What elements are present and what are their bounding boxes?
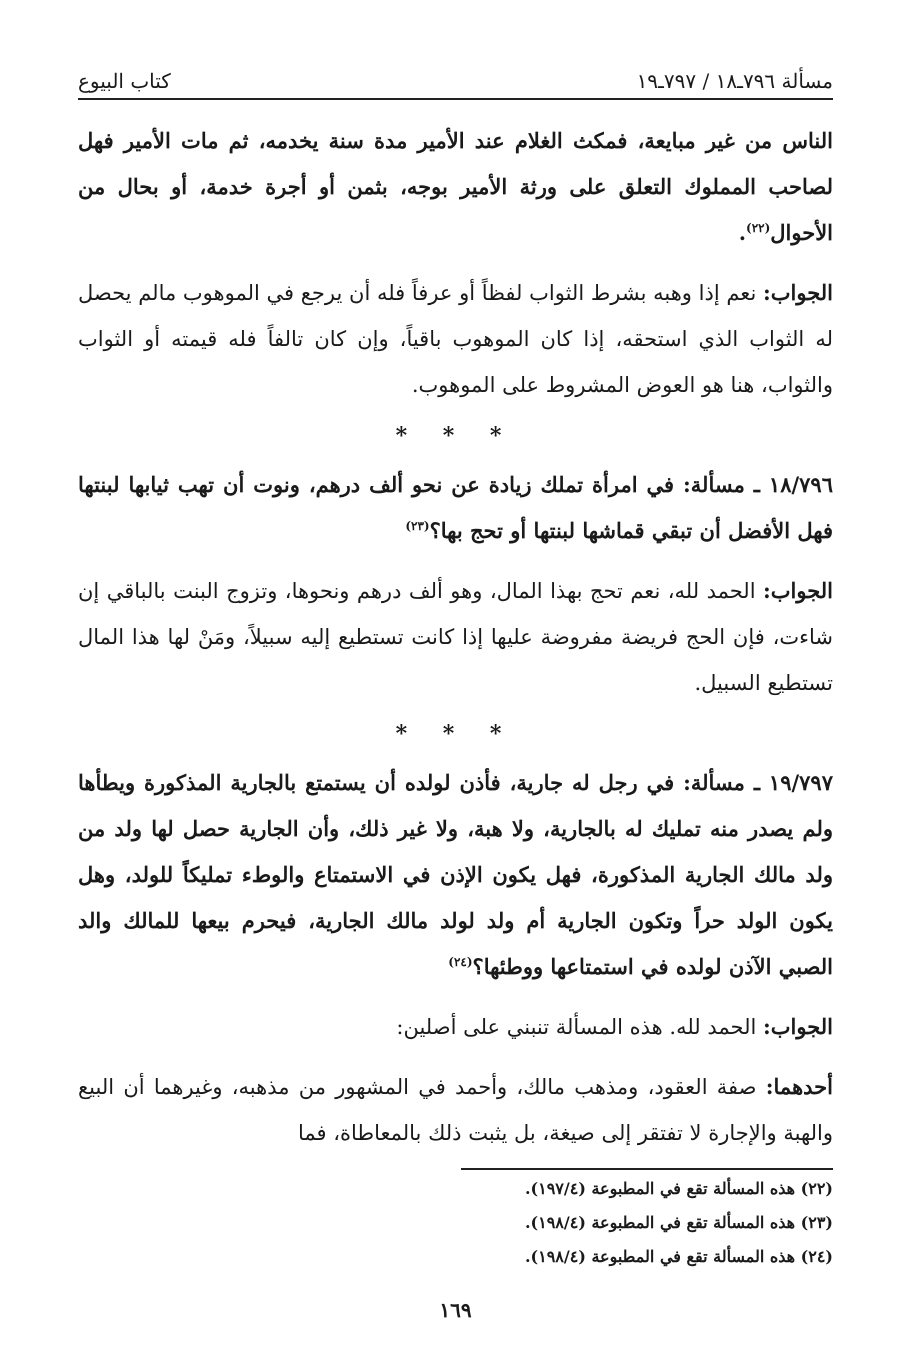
question-797 — [78, 760, 833, 990]
question-end-punct: . — [738, 220, 746, 245]
spacer — [78, 554, 833, 568]
footnote-23: (٢٣) هذه المسألة تقع في المطبوعة (١٩٨/٤). — [524, 1213, 833, 1232]
footnote-ref-24: (٢٤) — [448, 955, 473, 969]
footnote-22: (٢٢) هذه المسألة تقع في المطبوعة (١٩٧/٤). — [524, 1179, 833, 1198]
question-text: في امرأة تملك زيادة عن نحو ألف درهم، ونوت أن تهب ثيابها لبنتها فهل الأفضل أن تبقي قماشها لبنتها أو تحج بها؟ — [78, 472, 833, 543]
answer-label: الجواب: — [763, 280, 833, 305]
page-body — [78, 118, 833, 1156]
footnote-ref-23: (٢٣) — [405, 519, 430, 533]
question-number: ١٩/٧٩٧ — [768, 770, 833, 795]
question-label: ـ مسألة: — [683, 472, 760, 497]
page-number: ١٦٩ — [439, 1298, 472, 1322]
answer-text: نعم إذا وهبه بشرط الثواب لفظاً أو عرفاً فله أن يرجع في الموهوب مالم يحصل له الثواب الذي استحقه، إذا كان الموهوب باقياً، وإن كان تالفاً فله قيمته أو الثواب والثواب، هنا هو العوض المشروط على الموهوب. — [78, 281, 833, 397]
book-page — [78, 0, 833, 1365]
header-section-title: مسألة ٧٩٦ـ١٨ / ٧٩٧ـ١٩ — [636, 69, 833, 93]
principle-text: صفة العقود، ومذهب مالك، وأحمد في المشهور من مذهبه، وغيرهما أن البيع والهبة والإجارة لا تفتقر إلى صيغة، بل يثبت ذلك بالمعاطاة، فما — [78, 1075, 833, 1145]
answer-text: الحمد لله، نعم تحج بهذا المال، وهو ألف درهم ونحوها، وتزوج البنت بالباقي إن شاءت، فإن الحج فريضة مفروضة عليها إذا كانت تستطيع إليه سبيلاً، ومَنْ لها هذا المال تستطيع السبيل. — [78, 579, 833, 695]
spacer — [78, 256, 833, 270]
footnote-separator — [461, 1168, 833, 1170]
running-header — [78, 60, 833, 100]
answer-paragraph-797 — [78, 1004, 833, 1050]
answer-label: الجواب: — [763, 1014, 833, 1039]
footnote-24: (٢٤) هذه المسألة تقع في المطبوعة (١٩٨/٤). — [524, 1247, 833, 1266]
answer-label: الجواب: — [763, 578, 834, 603]
question-label: ـ مسألة: — [683, 770, 760, 795]
section-divider-stars: * * * — [395, 721, 516, 747]
footnote-ref-22: (٢٢) — [746, 221, 771, 235]
principle-label: أحدهما: — [765, 1074, 833, 1099]
question-continued — [78, 118, 833, 256]
section-divider-stars: * * * — [395, 423, 516, 449]
question-796 — [78, 462, 833, 554]
footnotes-section — [78, 1168, 833, 1272]
spacer — [78, 1050, 833, 1064]
answer-paragraph-796 — [78, 568, 833, 706]
question-text: في رجل له جارية، فأذن لولده أن يستمتع بالجارية المذكورة ويطأها ولم يصدر منه تمليك له بالجارية، ولا هبة، ولا غير ذلك، وأن الجارية حصل لها ولد من ولد مالك الجارية المذكورة، فهل يكون الإذن في الاستمتاع والوطء تمليكاً للولد، وهل يكون الولد حراً وتكون الجارية أم ولد لولد مالك الجارية، فيحرم بيعها للمالك والد الصبي الآذن لولده في استمتاعها ووطئها؟ — [78, 770, 833, 979]
principle-one-paragraph — [78, 1064, 833, 1156]
answer-text: الحمد لله. هذه المسألة تنبني على أصلين: — [396, 1015, 757, 1039]
spacer — [78, 990, 833, 1004]
question-number: ١٨/٧٩٦ — [768, 472, 833, 497]
question-text: الناس من غير مبايعة، فمكث الغلام عند الأمير مدة سنة يخدمه، ثم مات الأمير فهل لصاحب المملوك التعلق على ورثة الأمير بوجه، بثمن أو أجرة خدمة، أو بحال من الأحوال — [78, 128, 833, 245]
header-book-title: كتاب البيوع — [78, 69, 171, 93]
answer-paragraph-1 — [78, 270, 833, 408]
